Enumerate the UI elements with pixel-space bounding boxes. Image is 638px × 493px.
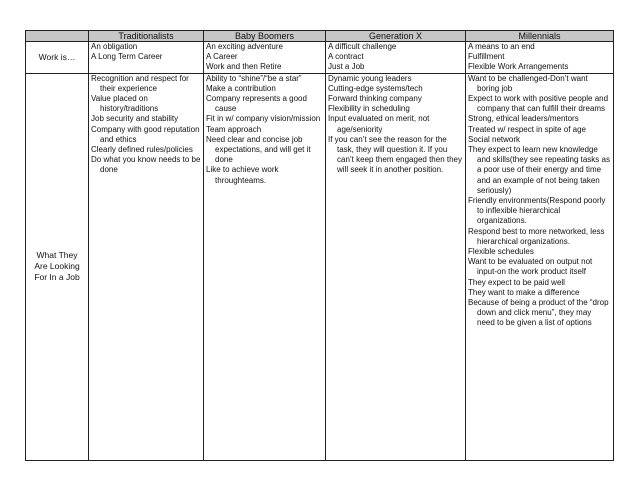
cell-work-traditionalists — [89, 42, 204, 74]
cell-work-millennials — [466, 42, 614, 74]
row-label-looking-for: What They Are Looking For In a Job — [26, 73, 89, 460]
list-item: Just a Job — [328, 62, 365, 72]
header-generation-x: Generation X — [326, 31, 466, 42]
list-item: An exciting adventure — [206, 42, 283, 51]
list-item: Value placed on history/traditions — [91, 94, 159, 114]
list-item: Fulfillment — [468, 52, 505, 62]
list-item: Fit in w/ company vision/mission — [206, 114, 321, 124]
list-item: They want to make a difference — [468, 287, 580, 297]
list-item: Work and then Retire — [206, 62, 282, 72]
list-item: Cutting-edge systems/tech — [328, 83, 423, 93]
list-item: Want to be challenged-Don’t want boring job — [468, 73, 588, 93]
cell-looking-generation-x — [326, 73, 466, 460]
header-traditionalists: Traditionalists — [89, 31, 204, 42]
list-item: Job security and stability — [91, 114, 179, 124]
table-row-looking-for — [26, 73, 614, 460]
list-item: Because of being a product of the “drop down and click menu”, they may need to be given a list of options — [468, 298, 609, 328]
list-item: Respond best to more networked, less hierarchical organizations. — [468, 226, 605, 246]
list-item: They expect to learn new knowledge and skills(they see repeating tasks as a poor use of their energy and time and an example of not being taken seriously) — [468, 145, 610, 195]
cell-looking-traditionalists — [89, 73, 204, 460]
list-item: Dynamic young leaders — [328, 73, 412, 83]
header-row — [26, 31, 614, 42]
list-item: Need clear and concise job expectations, and will get it done — [206, 134, 311, 165]
list-item: If you can’t see the reason for the task, they will question it. If you can’t keep them engaged then they will seek it in another position. — [328, 134, 462, 175]
cell-work-generation-x — [326, 42, 466, 74]
cell-looking-baby-boomers — [204, 73, 326, 460]
list-item: Clearly defined rules/policies — [91, 145, 193, 155]
list-item: A difficult challenge — [328, 42, 397, 51]
table-row-work-is — [26, 42, 614, 74]
row-label-work-is: Work is… — [26, 42, 89, 74]
cell-looking-millennials — [466, 73, 614, 460]
list-item: Expect to work with positive people and company that can fulfill their dreams — [468, 94, 609, 114]
header-corner — [26, 31, 89, 42]
list-item: Make a contribution — [206, 83, 276, 93]
list-item: Ability to “shine”/“be a star” — [206, 73, 302, 83]
list-item: Friendly environments(Respond poorly to inflexible hierarchical organizations. — [468, 196, 606, 226]
list-item: Input evaluated on merit, not age/seniority — [328, 114, 430, 134]
list-item: A Long Term Career — [91, 52, 163, 62]
list-item: An obligation — [91, 42, 138, 51]
generations-table — [25, 30, 614, 461]
cell-work-baby-boomers — [204, 42, 326, 74]
header-millennials: Millennials — [466, 31, 614, 42]
list-item: Company with good reputation and ethics — [91, 124, 200, 144]
list-item: A contract — [328, 52, 364, 62]
list-item: Forward thinking company — [328, 94, 422, 104]
list-item: They expect to be paid well — [468, 277, 565, 287]
list-item: Recognition and respect for their experience — [91, 73, 189, 93]
list-item: Social network — [468, 134, 521, 144]
list-item: Company represents a good cause — [206, 94, 307, 114]
list-item: Flexible Work Arrangements — [468, 62, 569, 72]
list-item: Treated w/ respect in spite of age — [468, 124, 586, 134]
list-item: Do what you know needs to be done — [91, 155, 201, 175]
list-item: Flexibility in scheduling — [328, 104, 410, 114]
list-item: Flexible schedules — [468, 247, 534, 257]
header-baby-boomers: Baby Boomers — [204, 31, 326, 42]
list-item: Team approach — [206, 124, 262, 134]
list-item: Strong, ethical leaders/mentors — [468, 114, 579, 124]
list-item: A means to an end — [468, 42, 535, 51]
list-item: Want to be evaluated on output not input-on the work product itself — [468, 257, 593, 277]
list-item: Like to achieve work throughteams. — [206, 165, 279, 185]
list-item: A Career — [206, 52, 238, 62]
